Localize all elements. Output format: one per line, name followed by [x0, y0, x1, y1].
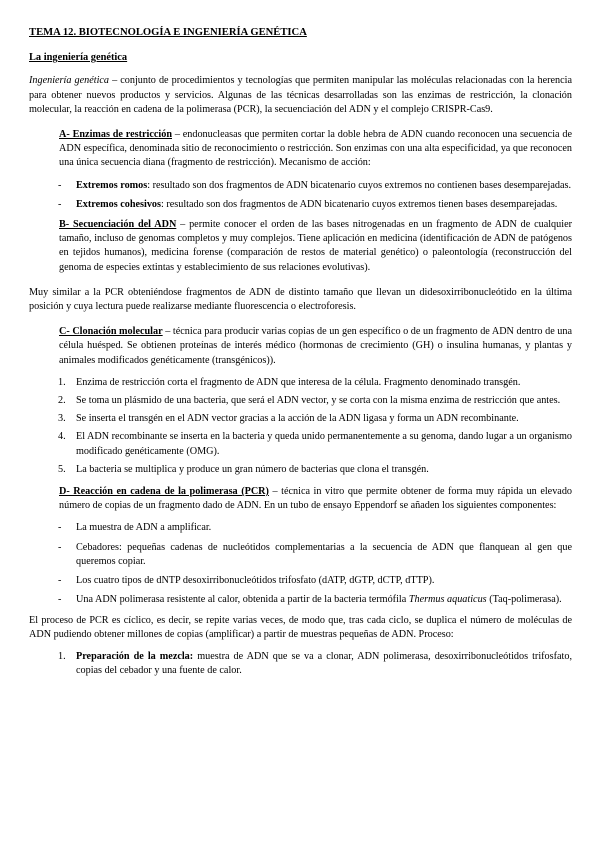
section-a-list	[29, 179, 572, 212]
intro-text: – conjunto de procedimientos y tecnologías que permiten manipular las moléculas relacionadas con la herencia para obtener nuevos productos y servicios. Algunas de las técnicas desarrolladas son las enzimas de restricción, la clonación molecular, la reacción en cadena de la polimerasa (PCR), la secuenciación del ADN y el complejo CRISPR-Cas9.	[29, 75, 572, 115]
section-c-steps	[29, 376, 572, 477]
intro-paragraph	[29, 74, 572, 117]
list-item-text: Los cuatro tipos de dNTP desoxirribonucleótidos trifosfato (dATP, dGTP, dCTP, dTTP).	[76, 575, 435, 587]
list-item-text: Una ADN polimerasa resistente al calor, obtenida a partir de la bacteria termófila	[76, 594, 409, 606]
list-item-number: 4.	[58, 431, 66, 443]
intro-term: Ingeniería genética	[29, 75, 110, 87]
list-item-text: La bacteria se multiplica y produce un gran número de bacterias que clona el transgén.	[76, 463, 429, 475]
section-a-text: – endonucleasas que permiten cortar la doble hebra de ADN cuando reconocen una secuencia de ADN específica, denominada sitio de reconocimiento o restricción. Son enzimas con una alta especificidad, ya que reconocen una única secuencia diana (fragmento de restricción). Mecanismo de acción:	[59, 129, 572, 169]
section-c-label: C- Clonación molecular	[59, 326, 163, 338]
list-item	[58, 376, 572, 390]
list-item-term: Extremos romos	[76, 179, 148, 191]
list-item-text: muestra de ADN que se va a clonar, ADN polimerasa, desoxirribonucleótidos trifosfato, copias del cebador y una fuente de calor.	[76, 650, 572, 677]
section-b-paragraph	[59, 218, 572, 275]
list-item-text: : resultado son dos fragmentos de ADN bicatenario cuyos extremos tienen bases desemparejadas.	[160, 198, 558, 210]
section-a-label: A- Enzimas de restricción	[59, 129, 172, 141]
section-d-paragraph-2: El proceso de PCR es cíclico, es decir, se repite varias veces, de modo que, tras cada ciclo, se duplica el número de moléculas de ADN pudiendo obtener millones de copias (amplificar) a partir de muestras pequeñas de ADN. Proceso:	[29, 614, 572, 640]
list-item-number: 1.	[58, 650, 66, 662]
list-item-text: : resultado son dos fragmentos de ADN bicatenario cuyos extremos no contienen bases desemparejadas.	[147, 179, 572, 191]
list-item-number: 1.	[58, 376, 66, 388]
section-d-paragraph	[59, 485, 572, 513]
section-d-label: D- Reacción en cadena de la polimerasa (PCR)	[59, 486, 269, 498]
list-item-term: Extremos cohesivos	[76, 198, 161, 210]
section-b-label: B- Secuenciación del ADN	[59, 219, 177, 231]
list-item-text: La muestra de ADN a amplificar.	[76, 522, 212, 534]
list-item-text: Se toma un plásmido de una bacteria, que será el ADN vector, y se corta con la misma enzima de restricción que antes.	[76, 395, 561, 407]
list-item	[76, 179, 572, 193]
list-item	[76, 541, 572, 569]
list-item-text-after: (Taq-polimerasa).	[486, 594, 562, 606]
section-c-text: – técnica para producir varias copias de un gen específico o de un fragmento de ADN dentro de una célula huésped. Se obtienen proteínas de interés médico (hormonas de crecimiento (GH) o insulina humanas, y plantas y animales modificados genéticamente (transgénicos)).	[59, 326, 573, 366]
section-d-steps	[29, 650, 572, 678]
species-name: Thermus aquaticus	[408, 594, 487, 606]
list-item	[58, 394, 572, 408]
section-a-paragraph	[59, 128, 572, 171]
list-item	[58, 412, 572, 426]
list-item	[76, 521, 572, 535]
list-item-text: Se inserta el transgén en el ADN vector gracias a la acción de la ADN ligasa y forma un ADN recombinante.	[76, 413, 519, 425]
list-item-number: 5.	[58, 463, 66, 475]
document-title: TEMA 12. BIOTECNOLOGÍA E INGENIERÍA GENÉTICA	[29, 27, 307, 38]
list-item-term: Preparación de la mezcla:	[76, 650, 194, 662]
list-item	[76, 593, 572, 607]
list-item	[58, 463, 572, 477]
list-item	[58, 650, 572, 678]
section-b-text: – permite conocer el orden de las bases nitrogenadas en un fragmento de ADN de cualquier tamaño, incluso de genomas completos y muy complejos. Tiene aplicación en medicina (identificación de ADN de patógenos en tejidos humanos), medicina forense (comparación de restos de material genético) o paleontología (reconstrucción del genoma de especies extintas y establecimiento de sus relaciones evolutivas).	[59, 219, 572, 273]
list-item-number: 2.	[58, 395, 66, 407]
document-page	[29, 26, 572, 682]
list-item-text: Enzima de restricción corta el fragmento de ADN que interesa de la célula. Fragmento denominado transgén.	[76, 376, 521, 388]
section-d-list	[29, 521, 572, 607]
list-item-text: Cebadores: pequeñas cadenas de nucleótidos complementarias a la secuencia de ADN que flanquean al gen que queremos copiar.	[76, 541, 572, 567]
section-c-paragraph	[59, 325, 572, 368]
list-item	[76, 574, 572, 588]
section-b-paragraph-2: Muy similar a la PCR obteniéndose fragmentos de ADN de distinto tamaño que llevan un didesoxirribonucleótido en la última posición y cuya lectura puede realizarse mediante fluorescencia o electroforesis.	[29, 286, 572, 313]
list-item-number: 3.	[58, 413, 66, 425]
list-item-text: El ADN recombinante se inserta en la bacteria y queda unido permanentemente a su genoma, dando lugar a un organismo modificado genéticamente (OMG).	[76, 431, 573, 457]
section-subtitle: La ingeniería genética	[29, 52, 128, 64]
list-item	[58, 430, 573, 458]
section-d-text: – técnica in vitro que permite obtener de forma muy rápida un elevado número de copias de un fragmento dado de ADN. En un tubo de ensayo Eppendorf se añaden los siguientes componentes:	[59, 486, 572, 512]
list-item	[76, 198, 572, 212]
